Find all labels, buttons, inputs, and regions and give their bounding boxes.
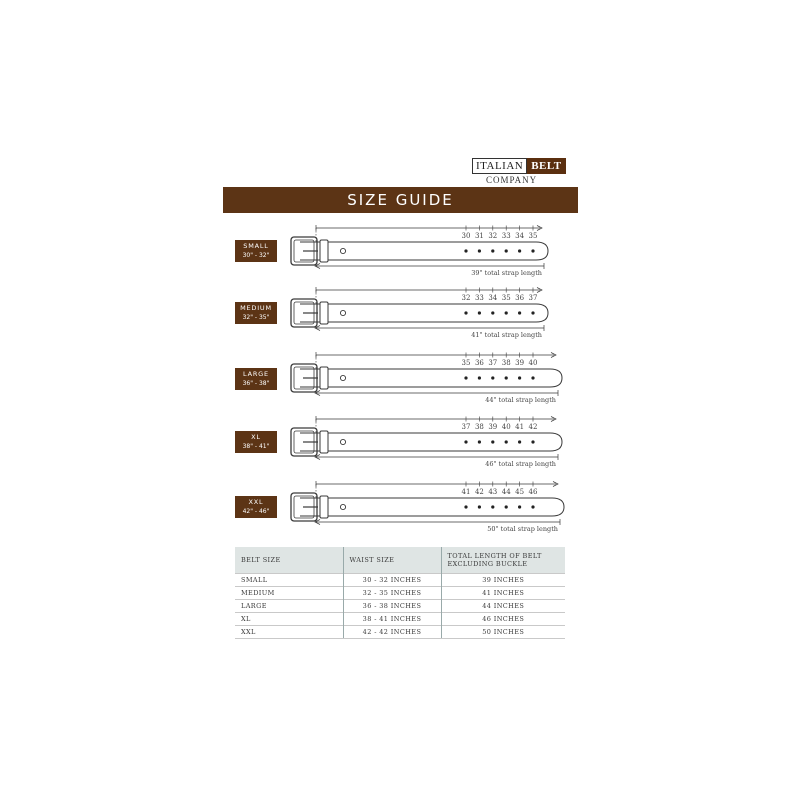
hole-size-label: 42 [528,423,538,431]
belt-hole [478,440,481,443]
hole-size-label: 36 [515,294,525,302]
size-range: 42" - 46" [242,508,270,515]
hole-size-label: 32 [488,232,498,240]
belt-hole [505,440,508,443]
hole-size-label: 44 [501,488,511,496]
belt-hole [478,505,481,508]
belt-strap [300,433,562,451]
table-header-belt-size: BELT SIZE [235,547,343,573]
belt-hole [478,249,481,252]
belt-hole [491,311,494,314]
size-range: 36" - 38" [242,380,270,387]
hole-size-label: 37 [488,359,498,367]
belt-hole [491,505,494,508]
table-header-waist-size: WAIST SIZE [343,547,441,573]
size-name: XL [251,433,261,441]
hole-size-label: 40 [501,423,511,431]
cell-waist-size: 30 - 32 INCHES [343,573,441,586]
size-name: SMALL [243,242,269,250]
belt-hole [478,376,481,379]
cell-belt-size: SMALL [235,573,343,586]
logo-italian-text: ITALIAN [472,158,527,174]
hole-size-label: 34 [488,294,498,302]
belt-hole [464,249,467,252]
hole-size-label: 38 [501,359,511,367]
belt-hole [505,249,508,252]
belt-hole [531,440,534,443]
hole-size-label: 34 [515,232,525,240]
logo-belt-text: BELT [527,158,565,174]
belt-hole [491,249,494,252]
strap-length-label: 44" total strap length [485,396,556,404]
page-title: SIZE GUIDE [347,191,454,209]
hole-size-label: 39 [488,423,498,431]
belt-hole [505,505,508,508]
belt-strap [300,304,548,322]
belt-hole [478,311,481,314]
size-range: 32" - 35" [242,314,270,321]
belt-keeper [320,302,328,324]
size-name: XXL [248,498,264,506]
belt-keeper [320,496,328,518]
header-line-2: EXCLUDING BUCKLE [447,559,528,568]
cell-total-length: 41 INCHES [441,586,565,599]
cell-total-length: 44 INCHES [441,599,565,612]
hole-size-label: 38 [474,423,484,431]
cell-waist-size: 42 - 42 INCHES [343,625,441,638]
belt-hole [531,505,534,508]
belt-strap [300,498,564,516]
hole-size-label: 33 [474,294,484,302]
size-table [235,547,565,639]
cell-belt-size: XXL [235,625,343,638]
hole-size-label: 32 [461,294,471,302]
belt-keeper [320,367,328,389]
belt-hole [531,376,534,379]
hole-size-label: 30 [461,232,471,240]
cell-total-length: 46 INCHES [441,612,565,625]
cell-belt-size: XL [235,612,343,625]
hole-size-label: 37 [461,423,471,431]
belt-hole [518,376,521,379]
belt-keeper [320,240,328,262]
belt-hole [518,311,521,314]
belt-hole [464,376,467,379]
table-header-total-length [441,547,565,573]
hole-size-label: 43 [488,488,498,496]
cell-total-length: 50 INCHES [441,625,565,638]
belt-hole [464,505,467,508]
table-row [235,573,565,586]
cell-belt-size: MEDIUM [235,586,343,599]
belt-keeper [320,431,328,453]
cell-waist-size: 38 - 41 INCHES [343,612,441,625]
belt-hole [518,440,521,443]
cell-total-length: 39 INCHES [441,573,565,586]
hole-size-label: 35 [501,294,511,302]
belt-strap [300,242,548,260]
belt-hole [464,311,467,314]
hole-size-label: 33 [501,232,511,240]
hole-size-label: 35 [528,232,538,240]
hole-size-label: 42 [474,488,484,496]
belt-hole [518,505,521,508]
hole-size-label: 35 [461,359,471,367]
strap-length-label: 39" total strap length [471,269,542,277]
cell-waist-size: 36 - 38 INCHES [343,599,441,612]
belt-hole [505,311,508,314]
hole-size-label: 31 [474,232,484,240]
belt-hole [531,311,534,314]
belt-hole [505,376,508,379]
hole-size-label: 41 [515,423,525,431]
strap-length-label: 46" total strap length [485,460,556,468]
size-range: 38" - 41" [242,443,270,450]
table-row [235,625,565,638]
belt-hole [491,440,494,443]
table-header-row [235,547,565,573]
cell-belt-size: LARGE [235,599,343,612]
strap-length-label: 50" total strap length [487,525,558,533]
table-row [235,599,565,612]
belt-strap [300,369,562,387]
hole-size-label: 46 [528,488,538,496]
logo-company-text: COMPANY [486,175,538,185]
size-range: 30" - 32" [242,252,270,259]
hole-size-label: 45 [515,488,525,496]
cell-waist-size: 32 - 35 INCHES [343,586,441,599]
header-line-1: TOTAL LENGTH OF BELT [447,551,542,560]
hole-size-label: 36 [474,359,484,367]
belt-hole [464,440,467,443]
table-row [235,586,565,599]
size-name: MEDIUM [240,304,272,312]
belt-hole [531,249,534,252]
size-name: LARGE [243,370,269,378]
hole-size-label: 40 [528,359,538,367]
strap-length-label: 41" total strap length [471,331,542,339]
belt-hole [491,376,494,379]
belt-hole [518,249,521,252]
hole-size-label: 37 [528,294,538,302]
table-row [235,612,565,625]
hole-size-label: 39 [515,359,525,367]
hole-size-label: 41 [461,488,471,496]
